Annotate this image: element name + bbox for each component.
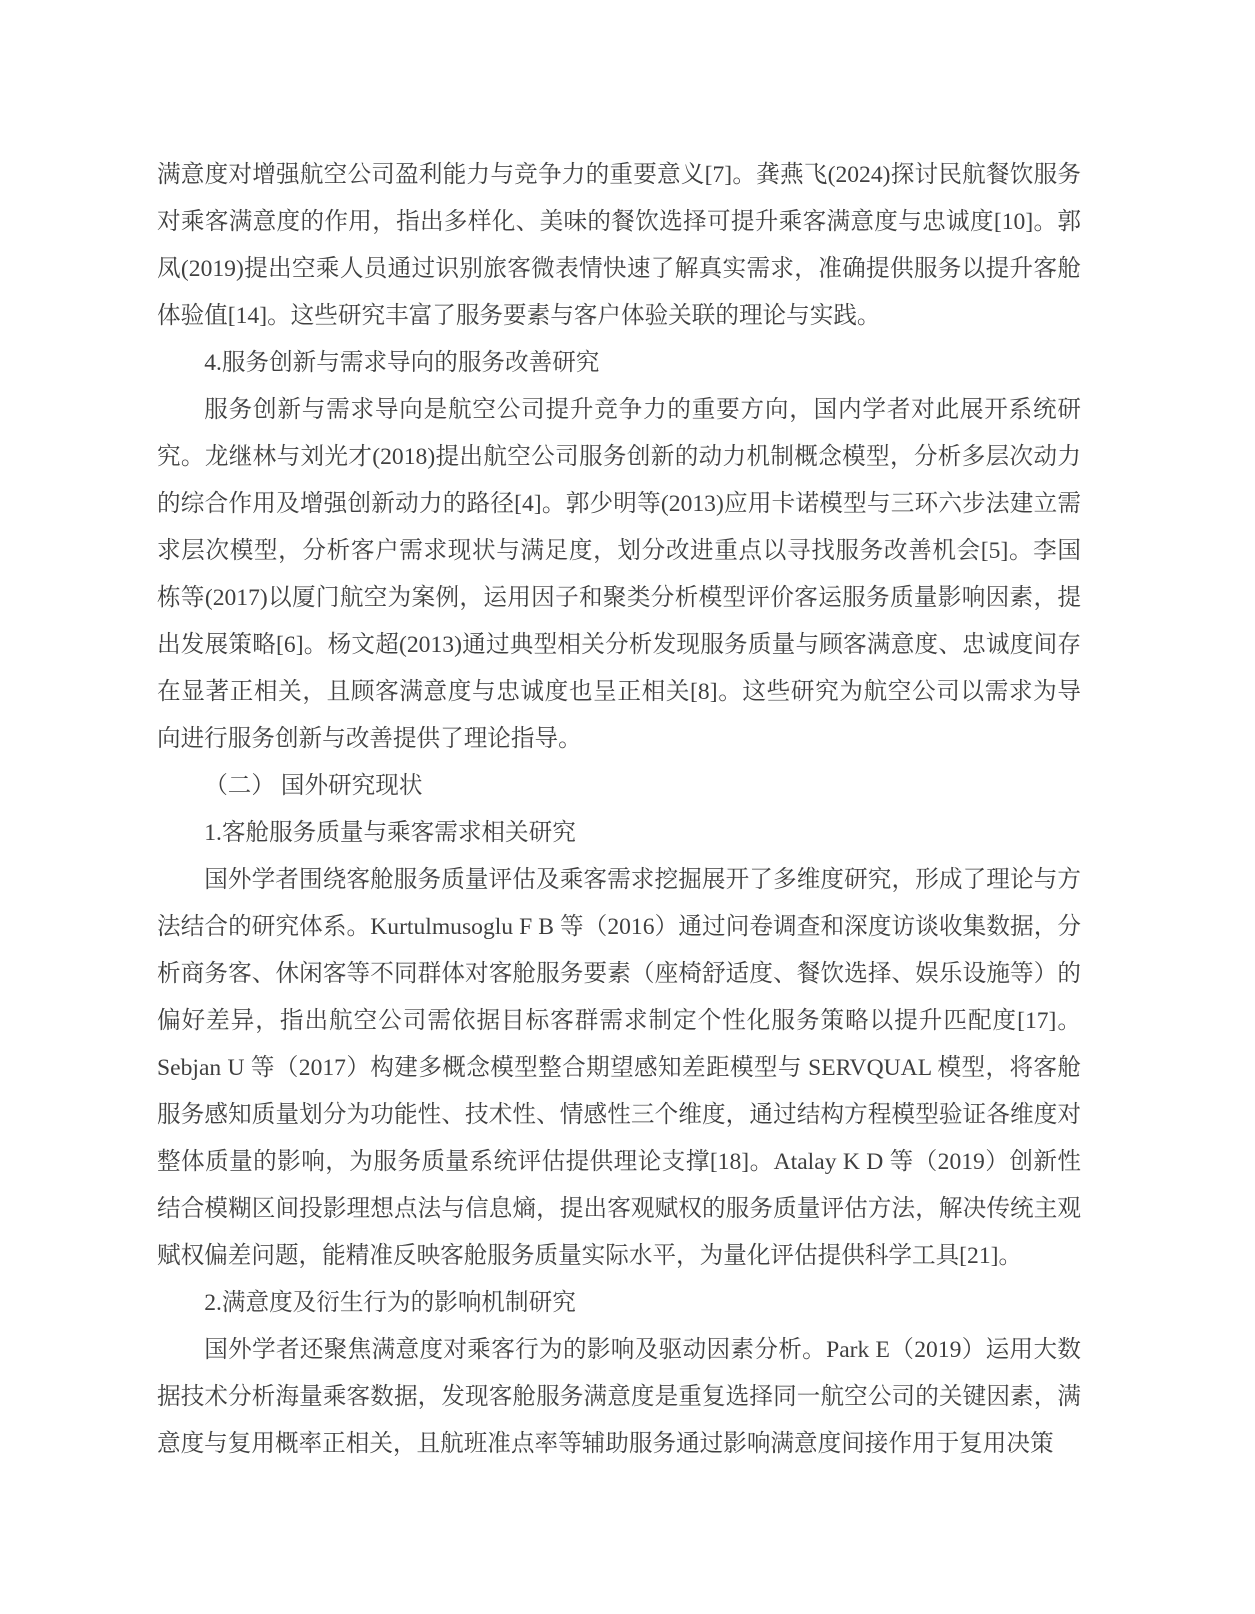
heading-section-2-foreign-research: （二） 国外研究现状 xyxy=(204,773,423,799)
paragraph-satisfaction-behavior-research: 国外学者还聚焦满意度对乘客行为的影响及驱动因素分析。Park E（2019）运用大数据技术分析海量乘客数据，发现客舱服务满意度是重复选择同一航空公司的关键因素，满意度与复用概率正相关，且航班准点率等辅助服务通过影响满意度间接作用于复用决策 xyxy=(157,1337,1081,1457)
paragraph-service-elements-continuation: 满意度对增强航空公司盈利能力与竞争力的重要意义[7]。龚燕飞(2024)探讨民航餐饮服务对乘客满意度的作用，指出多样化、美味的餐饮选择可提升乘客满意度与忠诚度[10]。郭凤(2019)提出空乘人员通过识别旅客微表情快速了解真实需求，准确提供服务以提升客舱体验值[14]。这些研究丰富了服务要素与客户体验关联的理论与实践。 xyxy=(157,162,1081,329)
paragraph-cabin-service-quality-research: 国外学者围绕客舱服务质量评估及乘客需求挖掘展开了多维度研究，形成了理论与方法结合的研究体系。Kurtulmusoglu F B 等（2016）通过问卷调查和深度访谈收集数据，分析商务客、休闲客等不同群体对客舱服务要素（座椅舒适度、餐饮选择、娱乐设施等）的偏好差异，指出航空公司需依据目标客群需求制定个性化服务策略以提升匹配度[17]。Sebjan U 等（2017）构建多概念模型整合期望感知差距模型与 SERVQUAL 模型，将客舱服务感知质量划分为功能性、技术性、情感性三个维度，通过结构方程模型验证各维度对整体质量的影响，为服务质量系统评估提供理论支撑[18]。Atalay K D 等（2019）创新性结合模糊区间投影理想点法与信息熵，提出客观赋权的服务质量评估方法，解决传统主观赋权偏差问题，能精准反映客舱服务质量实际水平，为量化评估提供科学工具[21]。 xyxy=(157,867,1081,1269)
document-text-block xyxy=(157,152,1081,1468)
heading-2-satisfaction-behavior: 2.满意度及衍生行为的影响机制研究 xyxy=(204,1290,576,1316)
paragraph-service-innovation-research: 服务创新与需求导向是航空公司提升竞争力的重要方向，国内学者对此展开系统研究。龙继林与刘光才(2018)提出航空公司服务创新的动力机制概念模型，分析多层次动力的综合作用及增强创新动力的路径[4]。郭少明等(2013)应用卡诺模型与三环六步法建立需求层次模型，分析客户需求现状与满足度，划分改进重点以寻找服务改善机会[5]。李国栋等(2017)以厦门航空为案例，运用因子和聚类分析模型评价客运服务质量影响因素，提出发展策略[6]。杨文超(2013)通过典型相关分析发现服务质量与顾客满意度、忠诚度间存在显著正相关，且顾客满意度与忠诚度也呈正相关[8]。这些研究为航空公司以需求为导向进行服务创新与改善提供了理论指导。 xyxy=(157,397,1081,752)
heading-1-cabin-service-quality: 1.客舱服务质量与乘客需求相关研究 xyxy=(204,820,576,846)
heading-4-service-innovation: 4.服务创新与需求导向的服务改善研究 xyxy=(204,350,600,376)
